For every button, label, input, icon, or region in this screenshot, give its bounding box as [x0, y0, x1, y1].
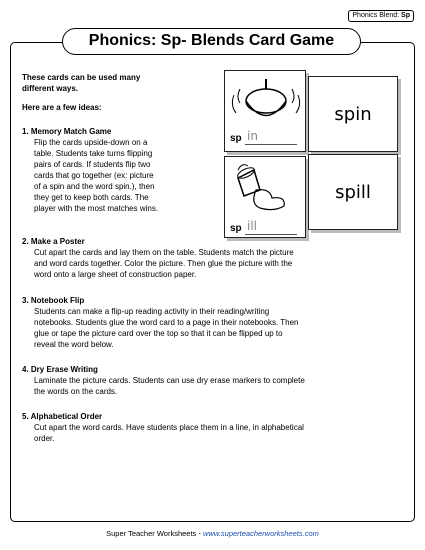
- body-line: notebooks. Students glue the word card to a page in their notebooks. Then: [34, 318, 299, 327]
- section-body-memory-match: [34, 137, 158, 214]
- body-line: table. Students take turns flipping: [34, 149, 153, 158]
- topic-tag: [348, 10, 414, 22]
- picture-card-handwriting: in: [247, 129, 258, 143]
- picture-card-prefix: sp: [230, 223, 242, 234]
- section-heading-make-poster: 2. Make a Poster: [22, 237, 85, 246]
- body-line: they get to keep both cards. The: [34, 193, 149, 202]
- body-line: word onto a large sheet of construction paper.: [34, 270, 197, 279]
- spinning-top-icon: [226, 75, 306, 135]
- section-heading-alphabetical-order: 5. Alphabetical Order: [22, 412, 103, 421]
- body-line: Laminate the picture cards. Students can use dry erase markers to complete: [34, 376, 305, 385]
- body-line: reveal the word below.: [34, 340, 114, 349]
- body-line: cards that go together (ex: picture: [34, 171, 154, 180]
- writing-line: [245, 144, 297, 145]
- body-line: Flip the cards upside-down on a: [34, 138, 148, 147]
- footer-separator: -: [196, 529, 203, 538]
- picture-card-prefix: sp: [230, 133, 242, 144]
- footer: [0, 529, 425, 538]
- body-line: and word cards together. Color the picture. Then glue the picture with the: [34, 259, 293, 268]
- picture-card-spin: [224, 70, 306, 152]
- word-card-spill: [308, 154, 398, 230]
- body-line: Students can make a flip-up reading activity in their reading/writing: [34, 307, 270, 316]
- body-line: player with the most matches wins.: [34, 204, 159, 213]
- section-heading-memory-match: 1. Memory Match Game: [22, 127, 112, 136]
- writing-line: [245, 234, 297, 235]
- section-body-dry-erase: [34, 375, 305, 397]
- word-card-text: spin: [334, 103, 372, 125]
- picture-card-spill: [224, 156, 306, 238]
- body-line: order.: [34, 434, 55, 443]
- word-card-text: spill: [335, 181, 371, 203]
- section-body-make-poster: [34, 247, 294, 280]
- intro-line-2: different ways.: [22, 84, 79, 93]
- spilled-bucket-icon: [226, 160, 306, 220]
- word-card-spin: [308, 76, 398, 152]
- section-body-alphabetical-order: [34, 422, 304, 444]
- section-heading-notebook-flip: 3. Notebook Flip: [22, 296, 85, 305]
- body-line: glue or tape the picture card over the top so that it can be flipped up to: [34, 329, 283, 338]
- section-heading-dry-erase: 4. Dry Erase Writing: [22, 365, 98, 374]
- body-line: the words on the cards.: [34, 387, 118, 396]
- topic-tag-value: Sp: [401, 12, 410, 19]
- intro-line-1: These cards can be used many: [22, 73, 141, 82]
- topic-tag-label: Phonics Blend:: [352, 12, 400, 19]
- body-line: Cut apart the word cards. Have students place them in a line, in alphabetical: [34, 423, 304, 432]
- footer-link[interactable]: www.superteacherworksheets.com: [202, 529, 319, 538]
- body-line: pairs of cards. If students flip two: [34, 160, 151, 169]
- section-body-notebook-flip: [34, 306, 298, 350]
- body-line: Cut apart the cards and lay them on the table. Students match the picture: [34, 248, 294, 257]
- picture-card-handwriting: ill: [247, 219, 258, 233]
- footer-brand: Super Teacher Worksheets: [106, 529, 197, 538]
- body-line: of a spin and the word spin.), then: [34, 182, 155, 191]
- page-title: Phonics: Sp- Blends Card Game: [62, 28, 361, 55]
- intro-ideas: Here are a few ideas:: [22, 103, 102, 112]
